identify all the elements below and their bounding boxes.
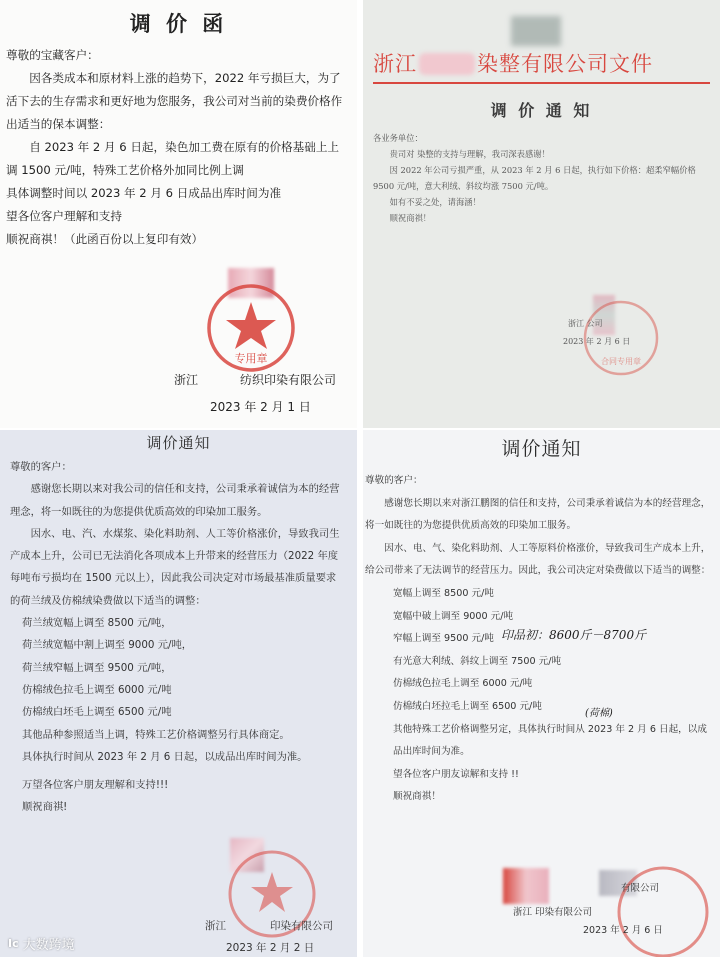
doc2-to: 各业务单位：	[373, 133, 423, 143]
doc4-greeting: 尊敬的客户：	[365, 475, 423, 486]
doc4-paragraph-2: 因水、电、气、染化料助剂、人工等原料价格涨价，导致我司生产成本上升，给公司带来了无法调节的经营压力。因此，我公司决定对染费做以下适当的调整：	[365, 542, 711, 577]
doc1-paragraph-5: 顺祝商祺！（此函百份以上复印有效）	[6, 232, 204, 246]
doc4-price-item: 仿棉绒色拉毛上调至 6000 元/吨	[393, 678, 533, 690]
doc3-sig-prefix: 浙江	[205, 920, 226, 932]
doc2-letterhead-prefix: 浙江	[373, 52, 417, 76]
doc4-sig-company: 有限公司	[621, 883, 660, 894]
doc2-divider	[373, 82, 710, 84]
doc2-paragraph-4: 顺祝商祺！	[389, 213, 432, 223]
doc1-paragraph-1: 因各类成本和原材料上涨的趋势下，2022 年亏损巨大，为了活下去的生存需求和更好地为您服务，我公司对当前的染费价格作出适当的保本调整：	[6, 71, 343, 131]
doc4-price-item: 仿棉绒白坯拉毛上调至 6500 元/吨	[393, 700, 542, 712]
doc1-paragraph-3: 具体调整时间以 2023 年 2 月 6 日成品出库时间为准	[6, 186, 282, 200]
doc4-signature: 浙江 印染有限公司	[513, 907, 593, 918]
doc3-price-item: 仿棉绒白坯毛上调至 6500 元/吨	[22, 706, 172, 719]
doc1-date: 2023 年 2 月 1 日	[210, 400, 311, 414]
doc3-sig-suffix: 印染有限公司	[270, 920, 333, 932]
price-letter-1	[0, 0, 357, 428]
doc3-price-item: 荷兰绒宽幅中割上调至 9000 元/吨，	[22, 639, 193, 652]
doc2-letterhead-suffix: 染整有限公司文件	[477, 52, 653, 76]
doc3-signature	[205, 918, 333, 933]
doc4-company-stamp	[613, 862, 713, 957]
doc1-sig-prefix: 浙江	[174, 373, 199, 387]
doc1-title: 调 价 函	[129, 12, 228, 36]
doc3-price-item: 荷兰绒宽幅上调至 8500 元/吨，	[22, 617, 172, 630]
doc2-title: 调 价 通 知	[490, 101, 593, 120]
doc3-title: 调价通知	[146, 434, 211, 452]
doc4-paragraph-3: 其他特殊工艺价格调整另定，具体执行时间从 2023 年 2 月 6 日起，以成品出库时间为准。	[393, 723, 707, 758]
doc1-paragraph-2: 自 2023 年 2 月 6 日起，染色加工费在原有的价格基础上上调 1500 元/吨，特殊工艺价格外加同比例上调	[6, 140, 340, 177]
doc3-greeting: 尊敬的客户：	[10, 461, 72, 473]
doc2-signature: 浙江 公司	[568, 319, 603, 328]
doc3-paragraph-5: 万望各位客户朋友理解和支持!!!	[22, 779, 169, 792]
doc4-price-item: 窄幅上调至 9500 元/吨	[393, 633, 494, 645]
doc1-paragraph-4: 望各位客户理解和支持	[6, 209, 122, 223]
doc1-signature	[174, 371, 336, 388]
doc4-price-item: 宽幅上调至 8500 元/吨	[393, 587, 494, 599]
doc3-price-item: 仿棉绒色拉毛上调至 6000 元/吨	[22, 683, 172, 696]
doc1-body	[6, 44, 350, 251]
watermark-logo-icon: Ic	[8, 937, 19, 950]
doc4-handwritten-note-2: (荷棉)	[585, 708, 613, 719]
doc4-paragraph-4: 望各位客户朋友谅解和支持 !!	[393, 768, 519, 780]
doc3-paragraph-3: 其他品种参照适当上调，特殊工艺价格调整另行具体商定。	[22, 728, 290, 741]
doc2-paragraph-1: 贵司对 染整的支持与理解，我司深表感谢！	[389, 149, 550, 159]
doc3-paragraph-2: 因水、电、汽、水煤浆、染化料助剂、人工等价格涨价，导致我司生产成本上升，公司已无法消化各项成本上升带来的经营压力（2022 年度每吨布亏损均在 1500 元以上），因此我公司决定对市场最基准质量要求的荷兰绒及仿棉绒染费做以下适当的调整：	[10, 527, 340, 607]
doc2-paragraph-3: 如有不妥之处，请海涵！	[389, 197, 481, 207]
doc3-paragraph-6: 顺祝商祺!	[22, 801, 68, 814]
doc3-date: 2023 年 2 月 2 日	[226, 942, 315, 954]
doc4-date: 2023 年 2 月 6 日	[583, 925, 663, 936]
watermark-text: 大数跨境	[22, 938, 75, 953]
doc3-body	[10, 456, 345, 819]
doc4-redaction	[503, 868, 549, 904]
doc2-body	[373, 130, 708, 226]
doc3-price-item: 荷兰绒窄幅上调至 9500 元/吨，	[22, 661, 172, 674]
doc1-stamp-label: 专用章	[234, 352, 268, 365]
doc4-price-item: 有光意大利绒、斜纹上调至 7500 元/吨	[393, 655, 562, 667]
doc3-paragraph-4: 具体执行时间从 2023 年 2 月 6 日起，以成品出库时间为准。	[22, 750, 308, 763]
doc2-stamp-label: 合同专用章	[601, 357, 641, 366]
doc4-title: 调价通知	[501, 438, 582, 460]
doc1-company-stamp	[205, 282, 297, 374]
doc4-handwritten-note-1: 印品初：8600斤－8700斤	[501, 628, 647, 642]
doc2-paragraph-2: 因 2022 年公司亏损严重，从 2023 年 2 月 6 日起，执行如下价格：超柔窄幅价格 9500 元/吨，意大利绒、斜纹均涨 7500 元/吨。	[373, 165, 696, 191]
price-notice-4	[363, 430, 720, 957]
doc1-greeting: 尊敬的宝藏客户：	[6, 48, 99, 62]
doc4-paragraph-1: 感谢您长期以来对浙江鹏图的信任和支持，公司秉承着诚信为本的经营理念，将一如既往的为您提供优质高效的印染加工服务。	[365, 497, 711, 532]
source-watermark	[8, 934, 75, 953]
doc1-sig-suffix: 纺织印染有限公司	[240, 373, 337, 387]
doc2-date: 2023 年 2 月 6 日	[563, 337, 631, 346]
doc2-letterhead	[373, 48, 653, 78]
doc3-paragraph-1: 感谢您长期以来对我公司的信任和支持，公司秉承着诚信为本的经营理念，将一如既往的为您提供优质高效的印染加工服务。	[10, 483, 340, 518]
doc2-redaction-top	[511, 16, 561, 46]
price-notice-2	[363, 0, 720, 428]
doc4-price-item: 宽幅中破上调至 9000 元/吨	[393, 610, 514, 622]
doc4-paragraph-5: 顺祝商祺！	[393, 791, 441, 803]
price-notice-3	[0, 430, 357, 957]
